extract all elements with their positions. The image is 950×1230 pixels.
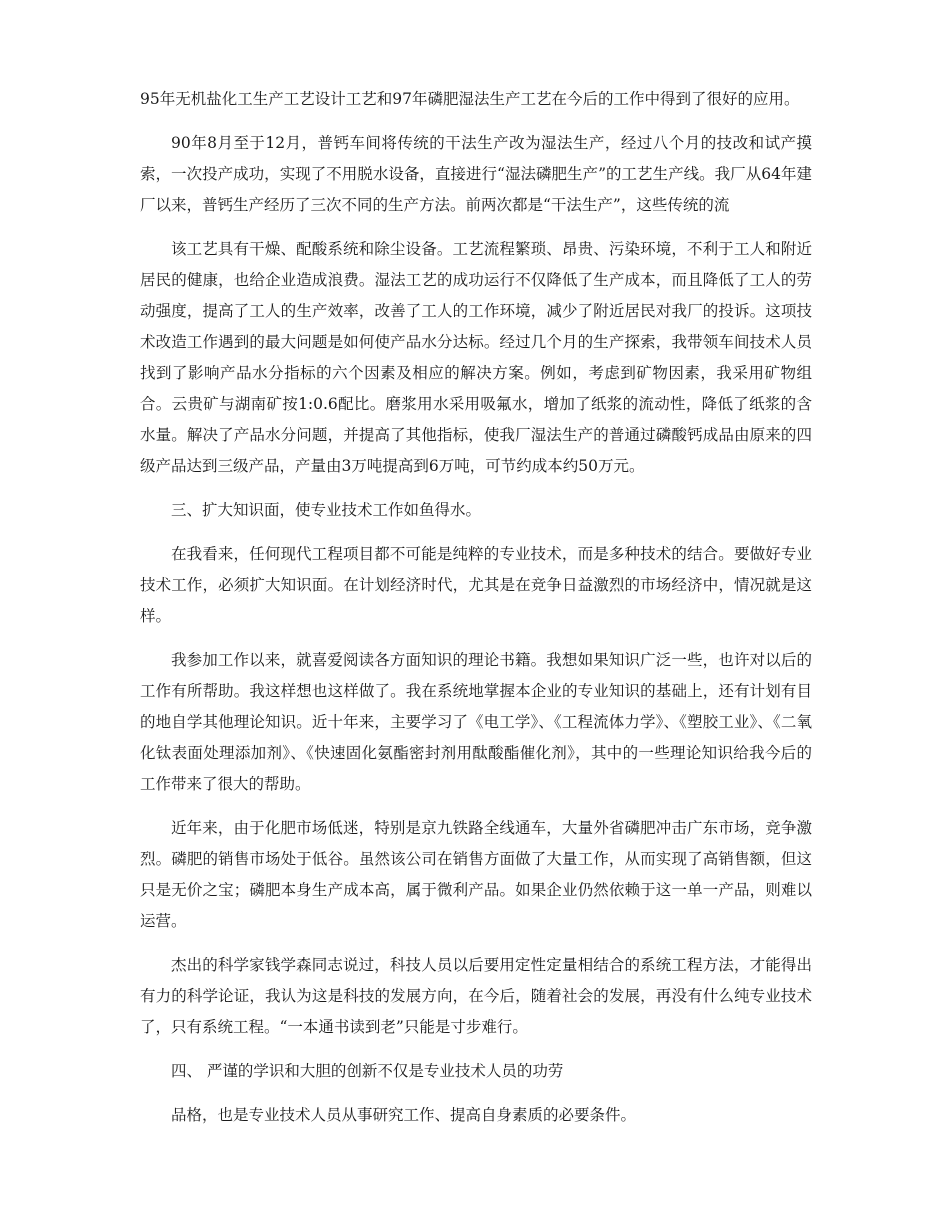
paragraph-self-study: 我参加工作以来，就喜爱阅读各方面知识的理论书籍。我想如果知识广泛一些，也许对以后的工作有所帮助。我这样想也这样做了。我在系统地掌握本企业的专业知识的基础上，还有计划有目的地自学其他理论知识。近十年来，主要学习了《电工学》、《工程流体力学》、《塑胶工业》、《二氧化钛表面处理添加剂》、《快速固化氨酯密封剂用酞酸酯催化剂》，其中的一些理论知识给我今后的工作带来了很大的帮助。 [140,651,812,793]
paragraph-character: 品格，也是专业技术人员从事研究工作、提高自身素质的必要条件。 [171,1106,637,1124]
section-heading-three: 三、扩大知识面，使专业技术工作如鱼得水。 [171,501,482,519]
paragraph-continuation: 95年无机盐化工生产工艺设计工艺和97年磷肥湿法生产工艺在今后的工作中得到了很好的应用。 [140,90,800,108]
paragraph-knowledge-scope: 在我看来，任何现代工程项目都不可能是纯粹的专业技术，而是多种技术的结合。要做好专业技术工作，必须扩大知识面。在计划经济时代，尤其是在竞争日益激烈的市场经济中，情况就是这样。 [140,545,812,625]
paragraph-wet-process-intro: 90年8月至于12月，普钙车间将传统的干法生产改为湿法生产，经过八个月的技改和试产摸索，一次投产成功，实现了不用脱水设备，直接进行“湿法磷肥生产”的工艺生产线。我厂从64年建厂以来，普钙生产经历了三次不同的生产方法。前两次都是“干法生产”，这些传统的流 [140,134,812,214]
paragraph-qian-xuesen: 杰出的科学家钱学森同志说过，科技人员以后要用定性定量相结合的系统工程方法，才能得出有力的科学论证，我认为这是科技的发展方向，在今后，随着社会的发展，再没有什么纯专业技术了，只有系统工程。“一本通书读到老”只能是寸步难行。 [140,956,812,1036]
section-heading-four: 四、 严谨的学识和大胆的创新不仅是专业技术人员的功劳 [171,1062,564,1080]
paragraph-market: 近年来，由于化肥市场低迷，特别是京九铁路全线通车，大量外省磷肥冲击广东市场，竞争激烈。磷肥的销售市场处于低谷。虽然该公司在销售方面做了大量工作，从而实现了高销售额，但这只是无价之宝；磷肥本身生产成本高，属于微利产品。如果企业仍然依赖于这一单一产品，则难以运营。 [140,819,812,930]
document-body [140,84,812,1144]
paragraph-wet-process-details: 该工艺具有干燥、配酸系统和除尘设备。工艺流程繁琐、昂贵、污染环境，不利于工人和附近居民的健康，也给企业造成浪费。湿法工艺的成功运行不仅降低了生产成本，而且降低了工人的劳动强度，提高了工人的生产效率，改善了工人的工作环境，减少了附近居民对我厂的投诉。这项技术改造工作遇到的最大问题是如何使产品水分达标。经过几个月的生产探索，我带领车间技术人员找到了影响产品水分指标的六个因素及相应的解决方案。例如，考虑到矿物因素，我采用矿物组合。云贵矿与湖南矿按1:0.6配比。磨浆用水采用吸氟水，增加了纸浆的流动性，降低了纸浆的含水量。解决了产品水分问题，并提高了其他指标，使我厂湿法生产的普通过磷酸钙成品由原来的四级产品达到三级产品，产量由3万吨提高到6万吨，可节约成本约50万元。 [140,240,812,475]
